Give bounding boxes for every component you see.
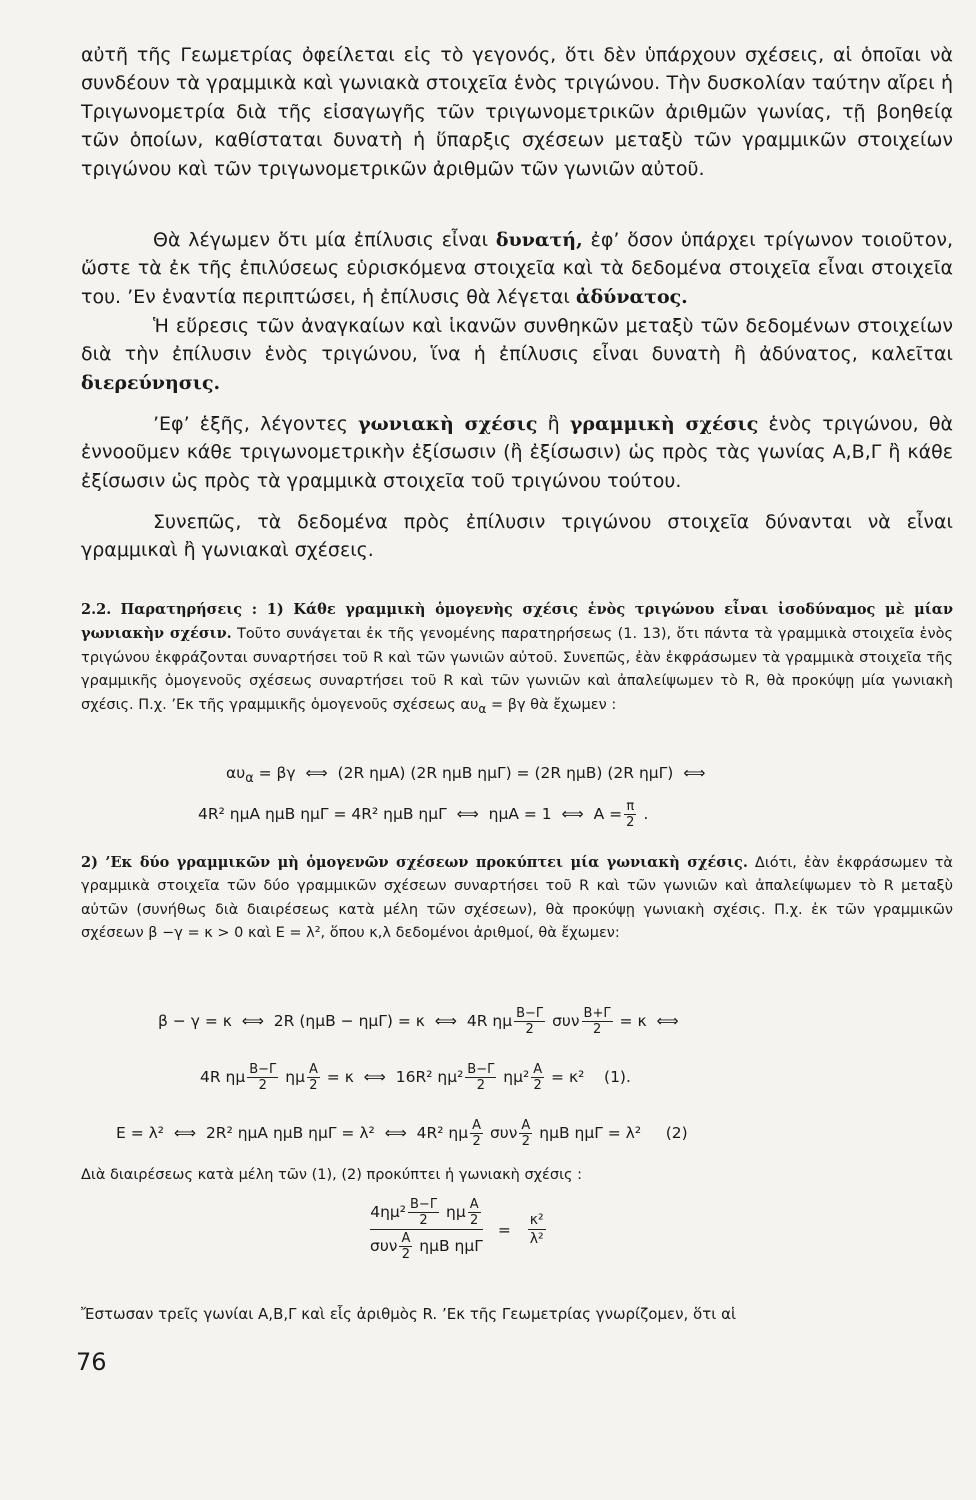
p2-text-a: Θὰ λέγωμεν ὅτι μία ἐπίλυσις εἶναι [153,229,489,251]
remark-2-text: Διότι, ἐὰν ἐκφράσωμεν τὰ γραμμικὰ στοιχεῖα τῶν δύο γραμμικῶν σχέσεων συναρτήσει τοῦ R καὶ τῶν γωνιῶν καὶ ἀπαλείψωμεν τὸ R μεταξὺ αὐτῶν (συνήθως διὰ διαιρέσεως κατὰ μέλη τῶν σχέσεων), θὰ προκύψῃ γωνιακὴ σχέσις. Π.χ. ἐκ τῶν γραμμικῶν σχέσεων β −γ = κ > 0 καὶ Ε = λ², ὅπου κ,λ δεδομένοι ἀριθμοί, θὰ ἔχωμεν: [81,855,953,942]
paragraph-solvable [81,226,953,311]
page-number: 76 [76,1348,107,1376]
equation-2-line-2: 4R ημ $\frac{B-\Gamma}{2}$ ημ $\frac{A}{2}$ = κ ⟺ 16R² ημ² $\frac{B-\Gamma}{2}$ ημ² $\frac{A}{2}$ = κ² (1). [200,1062,631,1093]
remark-2 [81,851,953,946]
term-possible: δυνατή, [495,229,583,251]
paragraph-conclusion [81,508,953,565]
division-sentence: Διὰ διαιρέσεως κατὰ μέλη τῶν (1), (2) προκύπτει ἡ γωνιακὴ σχέσις : [81,1167,582,1183]
fraction-b-minus-g: $\frac{B-\Gamma}{2}$ [516,1006,544,1037]
equation-4: 4ημ² $\frac{B-\Gamma}{2}$ ημ $\frac{A}{2}$ συν $\frac{A}{2}$ ημΒ ημΓ = $\frac{\text{κ²}}{\text{λ²}}$ [370,1197,544,1262]
section-text: Τοῦτο συνάγεται ἐκ τῆς γενομένης παρατηρήσεως (1. 13), ὅτι πάντα τὰ γραμμικὰ στοιχεῖα ἑνὸς τριγώνου ἐκφράζονται συναρτήσει τοῦ R καὶ τῶν γωνιῶν αὐτοῦ. Συνεπῶς, ἐὰν ἐκφράσωμεν τὰ γραμμικὰ στοιχεῖα τῆς γραμμικῆς ὁμογενοῦς σχέσεως συναρτήσει τοῦ R καὶ τῶν γωνιῶν καὶ ἀπαλείψωμεν τὸ R, θὰ προκύψῃ μία γωνιακὴ σχέσις. Π.χ. ’Εκ τῆς γραμμικῆς ὁμογενοῦς σχέσεως $\alpha\upsilon_\alpha = \beta\gamma$ θὰ ἔχωμεν : [81,626,954,716]
p5-text: Συνεπῶς, τὰ δεδομένα πρὸς ἐπίλυσιν τριγώνου στοιχεῖα δύνανται νὰ εἶναι γραμμικαὶ ἢ γωνιακαὶ σχέσεις. [81,511,953,562]
eq4-right-fraction: $\frac{\text{κ²}}{\text{λ²}}$ [529,1212,544,1247]
section-heading: Παρατηρήσεις : 1) Κάθε γραμμικὴ ὁμογενὴς σχέσις ἑνὸς τριγώνου εἶναι ἰσοδύναμος μὲ μίαν γωνιακὴν σχέσιν. [81,601,954,643]
eq1-line2: 4R² ημΑ ημΒ ημΓ = 4R² ημΒ ημΓ ⟺ ημΑ = 1 ⟺ Α = [198,805,623,823]
paragraph-discussion [81,312,953,397]
eq4-left-fraction: 4ημ² $\frac{B-\Gamma}{2}$ ημ $\frac{A}{2}$ συν $\frac{A}{2}$ ημΒ ημΓ [370,1197,483,1262]
term-impossible: ἀδύνατος. [575,285,688,308]
p3-text-a: Ἡ εὕρεσις τῶν ἀναγκαίων καὶ ἱκανῶν συνθηκῶν μεταξὺ τῶν δεδομένων στοιχείων διὰ τὴν ἐπίλυσιν ἑνὸς τριγώνου, ἵνα ἡ ἐπίλυσις εἶναι δυνατὴ ἢ ἀδύνατος, καλεῖται [81,315,953,366]
fraction-pi-over-2: $\frac{\pi}{2}$ [626,799,635,830]
last-line: Ἔστωσαν τρεῖς γωνίαι Α,Β,Γ καὶ εἷς ἀριθμὸς R. ’Εκ τῆς Γεωμετρίας γνωρίζομεν, ὅτι αἱ [81,1305,737,1323]
paragraph-intro [81,41,953,183]
eq1-line1: $\alpha\upsilon_\alpha = \beta\gamma$ ⟺ (2R ημΑ) (2R ημΒ ημΓ) = (2R ημΒ) (2R ημΓ) ⟺ [226,764,706,787]
p4-text-a: ’Εφ’ ἑξῆς, λέγοντες [153,413,348,435]
equation-2-line-1: β − γ = κ ⟺ 2R (ημΒ − ημΓ) = κ ⟺ 4R ημ $\frac{B-\Gamma}{2}$ συν $\frac{B+\Gamma}{2}$ = κ ⟺ [158,1006,679,1037]
p4-text-e: ἑνὸς τριγώνου, θὰ ἐννοοῦμεν κάθε τριγωνομετρικὴν ἐξίσωσιν (ἢ ἐξίσωσιν) ὡς πρὸς τὰς γωνίας Α,Β,Γ ἢ κάθε ἐξίσωσιν ὡς πρὸς τὰ γραμμικὰ στοιχεῖα τοῦ τριγώνου τούτου. [81,413,953,492]
equation-1-line-2: 4R² ημΑ ημΒ ημΓ = 4R² ημΒ ημΓ ⟺ ημΑ = 1 ⟺ Α = $\frac{\pi}{2}$ . [198,799,649,830]
fraction-b-plus-g: $\frac{B+\Gamma}{2}$ [583,1006,611,1037]
term-discussion: διερεύνησις. [81,371,221,394]
term-angular-relation: γωνιακὴ σχέσις [358,413,538,435]
p2-text-c: ἐφ’ ὅσον ὑπάρχει τρίγωνον τοιοῦτον, ὥστε τὰ ἐκ τῆς ἐπιλύσεως εὑρισκόμενα στοιχεῖα καὶ τὰ δεδομένα στοιχεῖα εἶναι στοιχεῖα του. ’Εν ἐναντία περιπτώσει, ἡ ἐπίλυσις θὰ λέγεται [81,229,954,308]
term-linear-relation: γραμμικὴ σχέσις [569,413,759,435]
equation-1-line-1 [226,763,705,789]
paragraph-relations [81,410,953,495]
remark-2-heading: 2) ’Εκ δύο γραμμικῶν μὴ ὁμογενῶν σχέσεων προκύπτει μία γωνιακὴ σχέσις. [81,854,748,871]
p1-text: αὐτῆ τῆς Γεωμετρίας ὀφείλεται εἰς τὸ γεγονός, ὅτι δὲν ὑπάρχουν σχέσεις, αἱ ὁποῖαι νὰ συνδέουν τὰ γραμμικὰ καὶ γωνιακὰ στοιχεῖα ἑνὸς τριγώνου. Τὴν δυσκολίαν ταύτην αἴρει ἡ Τριγωνομετρία διὰ τῆς εἰσαγωγῆς τῶν τριγωνομετρικῶν ἀριθμῶν γωνίας, τῇ βοηθείᾳ τῶν ὁποίων, καθίσταται δυνατὴ ἡ ὕπαρξις σχέσεων μεταξὺ τῶν γραμμικῶν στοιχείων τριγώνου καὶ τῶν τριγωνομετρικῶν ἀριθμῶν τῶν γωνιῶν αὐτοῦ. [81,44,953,180]
section-2-2 [81,598,953,721]
p4-text-c: ἢ [547,413,560,435]
equation-3: Ε = λ² ⟺ 2R² ημΑ ημΒ ημΓ = λ² ⟺ 4R² ημ $\frac{A}{2}$ συν $\frac{A}{2}$ ημΒ ημΓ = λ² (2) [116,1118,688,1149]
section-number: 2.2. [81,601,112,618]
